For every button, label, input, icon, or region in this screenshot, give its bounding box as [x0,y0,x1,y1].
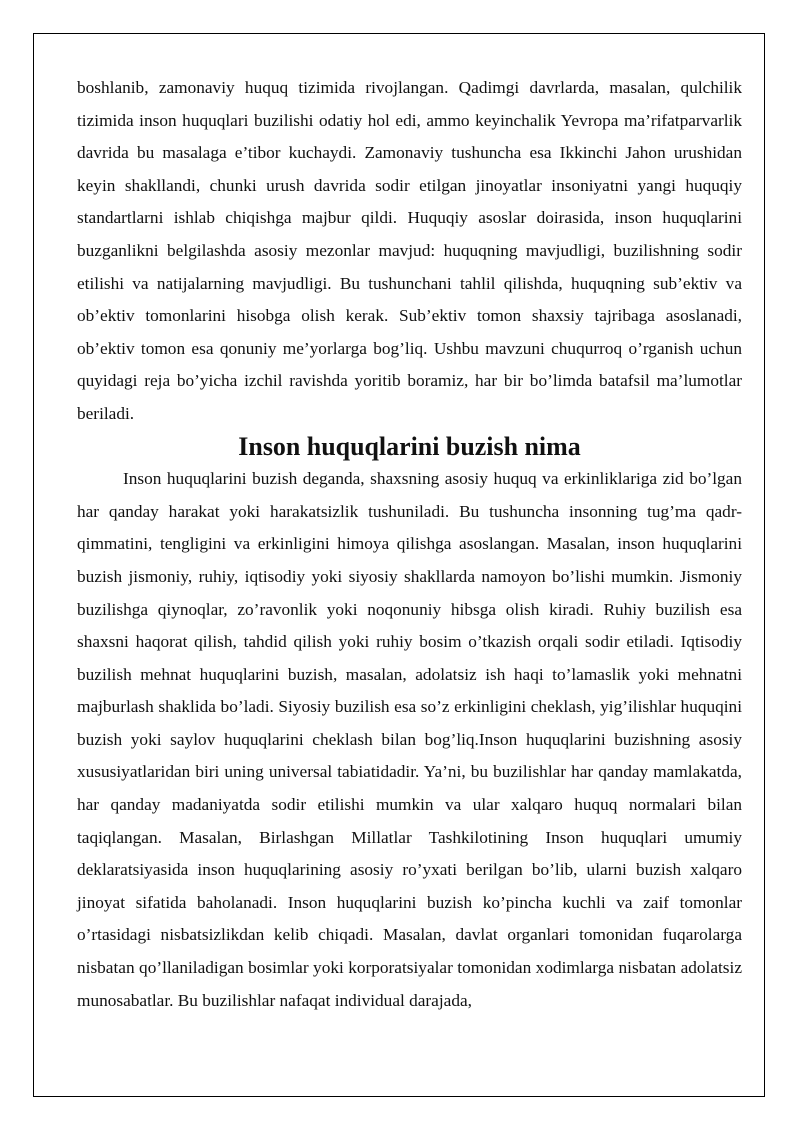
section-heading: Inson huquqlarini buzish nima [238,431,581,461]
paragraph-continuation: boshlanib, zamonaviy huquq tizimida rivojlangan. Qadimgi davrlarda, masalan, qulchilik tizimida inson huquqlari buzilishi odatiy hol edi, ammo keyinchalik Yevropa ma’rifatparvarlik davrida bu masalaga e’tibor kuchaydi. Zamonaviy tushuncha esa Ikkinchi Jahon urushidan keyin shakllandi, chunki urush davrida sodir etilgan jinoyatlar insoniyatni yangi huquqiy standartlarni ishlab chiqishga majbur qildi. Huquqiy asoslar doirasida, inson huquqlarini buzganlikni belgilashda asosiy mezonlar mavjud: huquqning mavjudligi, buzilishning sodir etilishi va natijalarning mavjudligi. Bu tushunchani tahlil qilishda, huquqning sub’ektiv va ob’ektiv tomonlarini hisobga olish kerak. Sub’ektiv tomon shaxsiy tajribaga asoslanadi, ob’ektiv tomon esa qonuniy me’yorlarga bog’liq. Ushbu mavzuni chuqurroq o’rganish uchun quyidagi reja bo’yicha izchil ravishda yoritib boramiz, har bir bo’limda batafsil ma’lumotlar beriladi. [77,78,742,423]
document-body [77,72,742,1017]
paragraph-definition: Inson huquqlarini buzish deganda, shaxsning asosiy huquq va erkinliklariga zid bo’lgan har qanday harakat yoki harakatsizlik tushuniladi. Bu tushuncha insonning tug’ma qadr-qimmatini, tengligini va erkinligini himoya qilishga asoslangan. Masalan, inson huquqlarini buzish jismoniy, ruhiy, iqtisodiy yoki siyosiy shakllarda namoyon bo’lishi mumkin. Jismoniy buzilishga qiynoqlar, zo’ravonlik yoki noqonuniy hibsga olish kiradi. Ruhiy buzilish esa shaxsni haqorat qilish, tahdid qilish yoki ruhiy bosim o’tkazish orqali sodir etiladi. Iqtisodiy buzilish mehnat huquqlarini buzish, masalan, adolatsiz ish haqi to’lamaslik yoki mehnatni majburlash shaklida bo’ladi. Siyosiy buzilish esa so’z erkinligini cheklash, yig’ilishlar huquqini buzish yoki saylov huquqlarini cheklash bilan bog’liq.Inson huquqlarini buzishning asosiy xususiyatlaridan biri uning universal tabiatidadir. Ya’ni, bu buzilishlar har qanday mamlakatda, har qanday madaniyatda sodir etilishi mumkin va ular xalqaro huquq normalari bilan taqiqlangan. Masalan, Birlashgan Millatlar Tashkilotining Inson huquqlari umumiy deklaratsiyasida inson huquqlarining asosiy ro’yxati berilgan bo’lib, ularni buzish xalqaro jinoyat sifatida baholanadi. Inson huquqlarini buzish ko’pincha kuchli va zaif tomonlar o’rtasidagi nisbatsizlikdan kelib chiqadi. Masalan, davlat organlari tomonidan fuqarolarga nisbatan qo’llaniladigan bosimlar yoki korporatsiyalar tomonidan xodimlarga nisbatan adolatsiz munosabatlar. Bu buzilishlar nafaqat individual darajada, [77,469,742,1010]
